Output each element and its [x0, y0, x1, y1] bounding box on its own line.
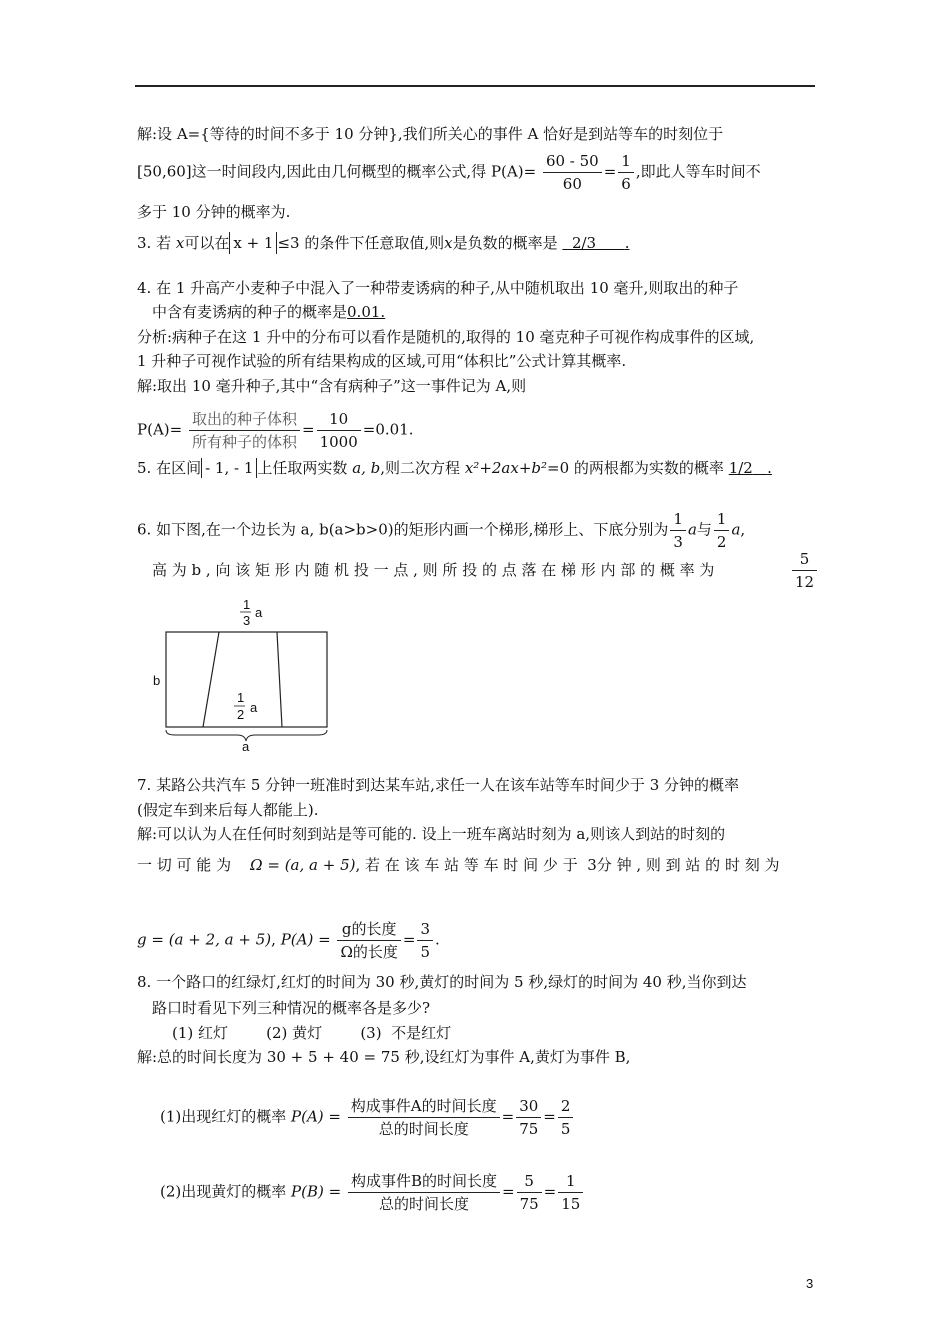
q4-volume-fraction: $\frac{\text{取出的种子体积}}{\text{所有种子的体积}}$	[189, 408, 300, 453]
interval: - 1, - 1	[201, 458, 257, 478]
question-8-line2: 路口时看见下列三种情况的概率各是多少?	[152, 999, 431, 1017]
abs-expression: x + 1	[229, 232, 277, 254]
question-7-line1: 7. 某路公共汽车 5 分钟一班准时到达某车站,求任一人在该车站等车时间少于 3 分钟的概率	[137, 776, 740, 794]
q4-solution: 解:取出 10 毫升种子,其中“含有病种子”这一事件记为 A,则	[137, 377, 527, 395]
header-rule	[135, 85, 815, 87]
q8-red-fraction: $\frac{\text{构成事件A的时间长度}}{\text{总的时间长度}}$	[348, 1095, 500, 1140]
trapezoid-figure	[145, 595, 345, 755]
q7-result: $\frac{3}{5}$	[417, 918, 433, 963]
q5-answer: 1/2 .	[728, 459, 772, 477]
q3-answer: 2/3 .	[571, 234, 630, 252]
q6-upper-fraction: $\frac{1}{3}$	[670, 508, 686, 553]
bottom-fraction-den: 2	[237, 707, 245, 722]
top-fraction-den: 3	[243, 613, 251, 628]
trapezoid-left-leg	[203, 632, 219, 727]
side-b-label: b	[153, 673, 161, 688]
sol1-line3: 多于 10 分钟的概率为.	[137, 203, 291, 221]
rectangle	[166, 632, 327, 727]
q8-options: (1) 红灯 (2) 黄灯 (3) 不是红灯	[172, 1024, 452, 1042]
q7-length-fraction: $\frac{\text{g的长度}}{\text{Ω的长度}}$	[337, 918, 400, 963]
bottom-a-label: a	[250, 700, 258, 715]
sol1-result: $\frac{1}{6}$	[618, 150, 634, 195]
q6-lower-fraction: $\frac{1}{2}$	[714, 508, 730, 553]
q4-formula: P(A)= $\frac{\text{取出的种子体积}}{\text{所有种子的体积}}$ = $\frac{10}{1000}$ =0.01.	[137, 410, 414, 451]
trapezoid-right-leg	[277, 632, 282, 727]
question-6-line1: 6. 如下图,在一个边长为 a, b(a>b>0)的矩形内画一个梯形,梯形上、下底分别为 $\frac{1}{3}$ a与 $\frac{1}{2}$ a,	[137, 510, 746, 551]
q6-answer: $\frac{5}{12}$	[790, 548, 819, 593]
question-4-line1: 4. 在 1 升高产小麦种子中混入了一种带麦诱病的种子,从中随机取出 10 毫升,则取出的种子	[137, 279, 739, 297]
q8-solution: 解:总的时间长度为 30 + 5 + 40 = 75 秒,设红灯为事件 A,黄灯为事件 B,	[137, 1048, 631, 1066]
sol1-line1: 解:设 A={等待的时间不多于 10 分钟},我们所关心的事件 A 恰好是到站等车的时刻位于	[137, 125, 724, 143]
q4-analysis-1: 分析:病种子在这 1 升中的分布可以看作是随机的,取得的 10 毫克种子可视作构成事件的区域,	[137, 328, 755, 346]
q7-formula: g = (a + 2, a + 5), P(A) = $\frac{\text{g的长度}}{\text{Ω的长度}}$ = $\frac{3}{5}$ .	[137, 920, 440, 961]
q8-yellow-fraction: $\frac{\text{构成事件B的时间长度}}{\text{总的时间长度}}$	[348, 1170, 500, 1215]
question-4-line2: 中含有麦诱病的种子的概率是0.01.	[152, 303, 386, 321]
question-7-line2: (假定车到来后每人都能上).	[137, 801, 319, 819]
q8-yellow-probability: (2)出现黄灯的概率 P(B) = $\frac{\text{构成事件B的时间长度}}{\text{总的时间长度}}$ = $\frac{5}{75}$ = $\frac{1}{15}$	[160, 1170, 585, 1215]
q4-answer: 0.01.	[347, 303, 386, 321]
q7-solution-2: 一 切 可 能 为 Ω = (a, a + 5), 若 在 该 车 站 等 车 时 间 少 于 3分 钟 , 则 到 站 的 时 刻 为	[137, 856, 780, 874]
sol1-l2-text: [50,60]这一时间段内,因此由几何概型的概率公式,得 P(A)=	[137, 162, 537, 181]
q4-number-fraction: $\frac{10}{1000}$	[317, 408, 361, 453]
q4-analysis-2: 1 升种子可视作试验的所有结果构成的区域,可用“体积比”公式计算其概率.	[137, 352, 627, 370]
question-8-line1: 8. 一个路口的红绿灯,红灯的时间为 30 秒,黄灯的时间为 5 秒,绿灯的时间为 40 秒,当你到达	[137, 973, 747, 991]
q7-solution-1: 解:可以认为人在任何时刻到站是等可能的. 设上一班车离站时刻为 a,则该人到站的时刻的	[137, 825, 726, 843]
top-fraction-num: 1	[243, 597, 251, 612]
bottom-fraction-num: 1	[237, 690, 245, 705]
page-number: 3	[806, 1276, 814, 1291]
sol1-fraction: $\frac{60 - 50}{60}$	[543, 150, 602, 195]
sol1-line2: [50,60]这一时间段内,因此由几何概型的概率公式,得 P(A)= $\frac{60 - 50}{60}$ = $\frac{1}{6}$ ,即此人等车时间不	[137, 152, 761, 193]
top-a-label: a	[255, 605, 263, 620]
question-5: 5. 在区间 - 1, - 1 上任取两实数 a, b,则二次方程 x²+2ax+b²=0 的两根都为实数的概率 1/2 .	[137, 459, 772, 477]
question-6-line2: 高 为 b , 向 该 矩 形 内 随 机 投 一 点 , 则 所 投 的 点 落 在 梯 形 内 部 的 概 率 为	[152, 561, 715, 579]
brace-a-label: a	[242, 739, 250, 754]
q8-red-probability: (1)出现红灯的概率 P(A) = $\frac{\text{构成事件A的时间长度}}{\text{总的时间长度}}$ = $\frac{30}{75}$ = $\frac{2}{5}$	[160, 1095, 575, 1140]
question-3: 3. 若 x可以在 x + 1 ≤3 的条件下任意取值,则x是负数的概率是 2/3 .	[137, 234, 630, 252]
